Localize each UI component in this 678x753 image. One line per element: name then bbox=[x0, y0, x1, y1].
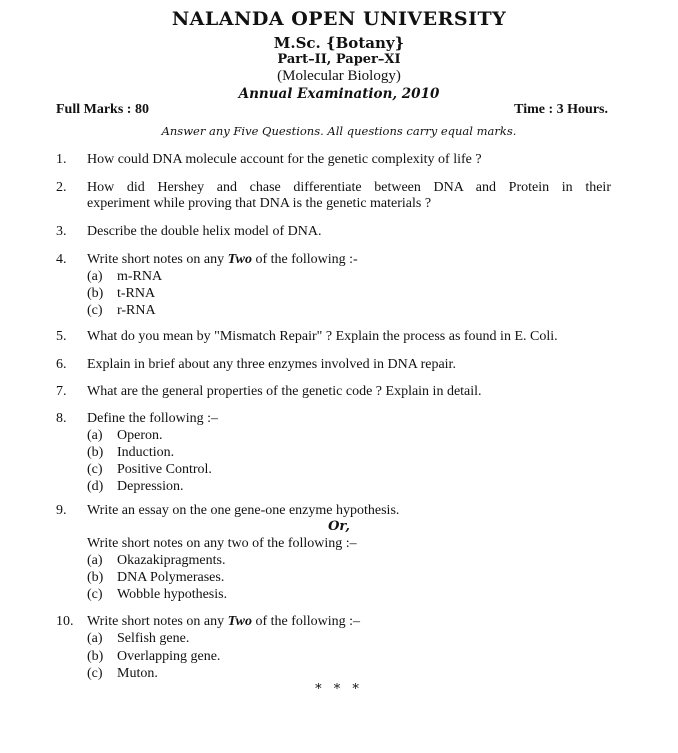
exam-title: Annual Examination, 2010 bbox=[238, 86, 440, 102]
question-number: 10. bbox=[56, 614, 74, 629]
end-stars: * * * bbox=[315, 682, 363, 697]
question-emphasis: Two bbox=[227, 252, 252, 267]
question-text: What are the general properties of the genetic code ? Explain in detail. bbox=[87, 384, 482, 399]
sub-item-text: Selfish gene. bbox=[117, 631, 190, 646]
sub-item-label: (a) bbox=[87, 553, 103, 568]
question-number: 3. bbox=[56, 224, 67, 239]
sub-item-text: Overlapping gene. bbox=[117, 649, 221, 664]
sub-item-label: (d) bbox=[87, 479, 104, 494]
sub-item-text: Depression. bbox=[117, 479, 184, 494]
full-marks: Full Marks : 80 bbox=[56, 102, 149, 117]
question-number: 5. bbox=[56, 329, 67, 344]
sub-item-label: (a) bbox=[87, 631, 103, 646]
exam-time: Time : 3 Hours. bbox=[514, 102, 608, 117]
question-text: How could DNA molecule account for the genetic complexity of life ? bbox=[87, 152, 482, 167]
question-number: 2. bbox=[56, 180, 67, 195]
exam-instruction: Answer any Five Questions. All questions carry equal marks. bbox=[161, 124, 517, 138]
sub-item-text: DNA Polymerases. bbox=[117, 570, 225, 585]
question-number: 9. bbox=[56, 503, 67, 518]
or-separator: Or, bbox=[328, 519, 350, 534]
question-text: Explain in brief about any three enzymes involved in DNA repair. bbox=[87, 357, 456, 372]
question-text-line-2: experiment while proving that DNA is the genetic materials ? bbox=[87, 196, 432, 211]
sub-item-text: t-RNA bbox=[117, 286, 156, 301]
sub-item-text: Positive Control. bbox=[117, 462, 212, 477]
question-number: 6. bbox=[56, 357, 67, 372]
question-text bbox=[87, 180, 611, 212]
question-text: Describe the double helix model of DNA. bbox=[87, 224, 322, 239]
question-text: What do you mean by "Mismatch Repair" ? Explain the process as found in E. Coli. bbox=[87, 329, 558, 344]
course-title: M.Sc. {Botany} bbox=[273, 34, 405, 52]
question-alt-text: Write short notes on any two of the following :– bbox=[87, 536, 357, 551]
university-title: NALANDA OPEN UNIVERSITY bbox=[171, 8, 507, 30]
question-emphasis: Two bbox=[227, 614, 252, 629]
sub-item-label: (c) bbox=[87, 303, 103, 318]
sub-item-label: (c) bbox=[87, 462, 103, 477]
sub-item-text: Okazakipragments. bbox=[117, 553, 226, 568]
question-text-after: of the following :– bbox=[251, 614, 361, 629]
question-text-before: Write short notes on any bbox=[87, 252, 228, 267]
question-text-before: Write short notes on any bbox=[87, 614, 228, 629]
sub-item-text: r-RNA bbox=[117, 303, 156, 318]
sub-item-text: Muton. bbox=[117, 666, 158, 681]
sub-item-label: (b) bbox=[87, 570, 104, 585]
sub-item-text: Operon. bbox=[117, 428, 163, 443]
question-text: Define the following :– bbox=[87, 411, 219, 426]
question-text bbox=[87, 252, 611, 268]
sub-item-label: (a) bbox=[87, 428, 103, 443]
question-text-after: of the following :- bbox=[251, 252, 358, 267]
sub-item-label: (c) bbox=[87, 666, 103, 681]
sub-item-label: (a) bbox=[87, 269, 103, 284]
sub-item-label: (b) bbox=[87, 445, 104, 460]
sub-item-text: Induction. bbox=[117, 445, 175, 460]
question-text bbox=[87, 614, 611, 630]
question-text: Write an essay on the one gene-one enzyme hypothesis. bbox=[87, 503, 400, 518]
paper-part: Part–II, Paper–XI bbox=[277, 52, 401, 67]
question-number: 1. bbox=[56, 152, 67, 167]
paper-subject: (Molecular Biology) bbox=[277, 68, 401, 84]
sub-item-label: (b) bbox=[87, 286, 104, 301]
question-number: 8. bbox=[56, 411, 67, 426]
sub-item-text: m-RNA bbox=[117, 269, 163, 284]
sub-item-label: (c) bbox=[87, 587, 103, 602]
sub-item-label: (b) bbox=[87, 649, 104, 664]
question-number: 7. bbox=[56, 384, 67, 399]
sub-item-text: Wobble hypothesis. bbox=[117, 587, 228, 602]
question-number: 4. bbox=[56, 252, 67, 267]
question-text-line-1: How did Hershey and chase differentiate between DNA and Protein in their bbox=[87, 180, 611, 195]
